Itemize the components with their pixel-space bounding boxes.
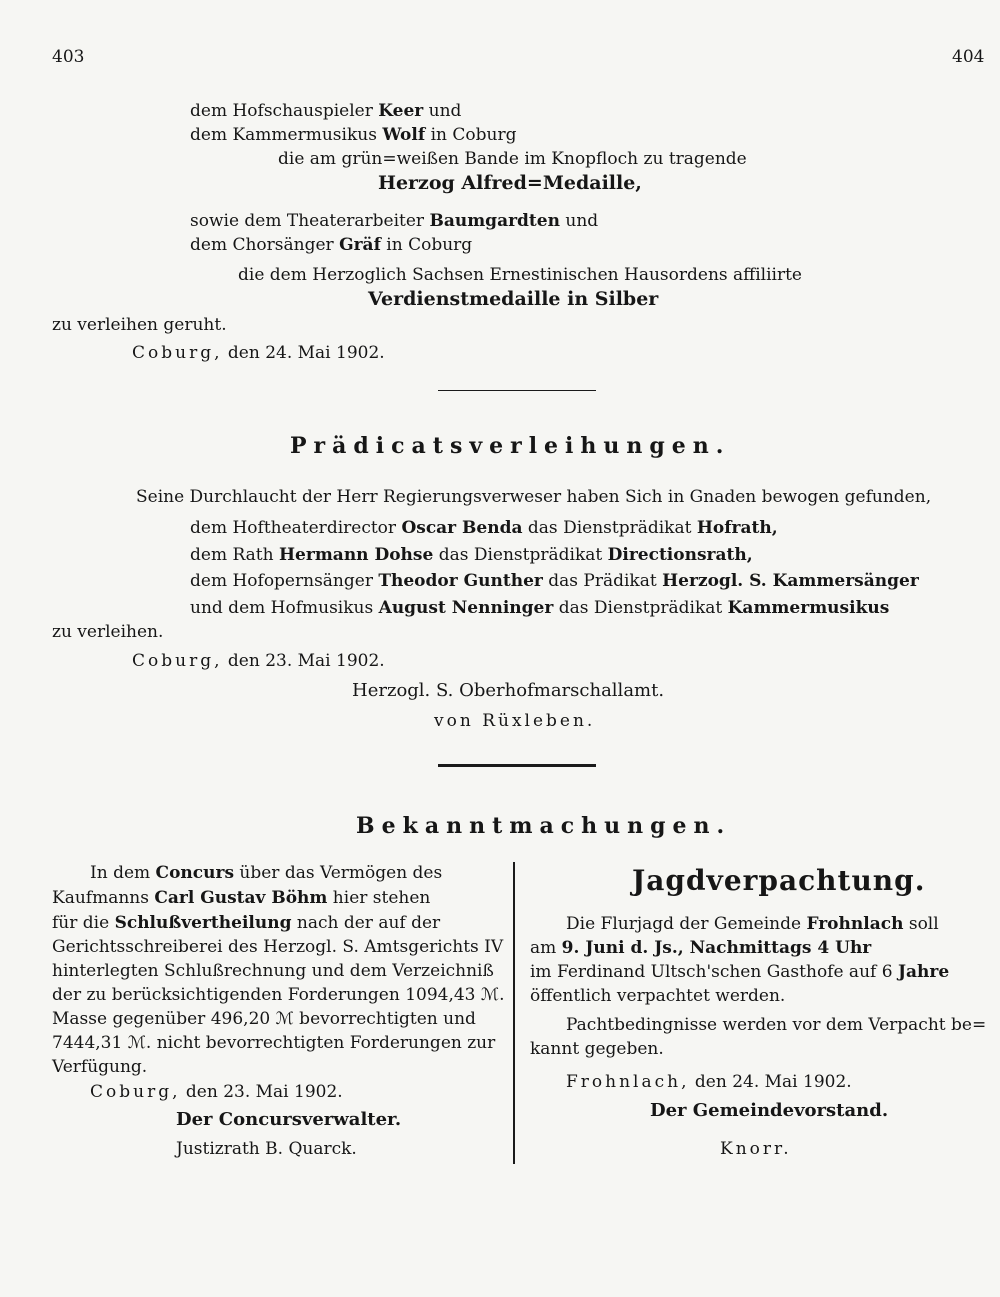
concurs-date: Coburg, den 23. Mai 1902. [90, 1082, 343, 1102]
page-number-right: 404 [952, 47, 985, 67]
jagd-line: öffentlich verpachtet werden. [530, 986, 786, 1006]
concurs-line: für die Schlußvertheilung nach der auf der [52, 913, 441, 933]
divider-thick [438, 764, 596, 767]
praedikat-row: und dem Hofmusikus August Nenninger das Dienstprädikat Kammermusikus [190, 598, 890, 618]
praedikat-row: dem Rath Hermann Dohse das Dienstprädikat Directionsrath, [190, 545, 753, 565]
jagd-line: Die Flurjagd der Gemeinde Frohnlach soll [566, 914, 939, 934]
divider [438, 390, 596, 391]
concurs-signer: Justizrath B. Quarck. [176, 1139, 357, 1159]
jagd-line: Pachtbedingnisse werden vor dem Verpacht be= [566, 1015, 987, 1035]
concurs-line: Gerichtsschreiberei des Herzogl. S. Amtsgerichts IV [52, 937, 504, 957]
praedikate-closing: zu verleihen. [52, 622, 164, 642]
concurs-line: hinterlegten Schlußrechnung und dem Verzeichniß [52, 961, 494, 981]
award-line-3: die am grün=weißen Bande im Knopfloch zu tragende [278, 149, 747, 169]
award-closing: zu verleihen geruht. [52, 315, 227, 335]
award-line-6: dem Chorsänger Gräf in Coburg [190, 235, 473, 255]
praedikate-intro: Seine Durchlaucht der Herr Regierungsverweser haben Sich in Gnaden bewogen gefunden, [136, 487, 932, 507]
jagd-title: Jagdverpachtung. [632, 864, 926, 897]
award-line-2: dem Kammermusikus Wolf in Coburg [190, 125, 517, 145]
concurs-line: In dem Concurs über das Vermögen des [90, 863, 443, 883]
jagd-office: Der Gemeindevorstand. [650, 1100, 889, 1121]
jagd-date: Frohnlach, den 24. Mai 1902. [566, 1072, 852, 1092]
column-divider [513, 862, 515, 1164]
praedikat-row: dem Hoftheaterdirector Oscar Benda das Dienstprädikat Hofrath, [190, 518, 778, 538]
concurs-line: Kaufmanns Carl Gustav Böhm hier stehen [52, 888, 431, 908]
jagd-line: im Ferdinand Ultsch'schen Gasthofe auf 6 Jahre [530, 962, 950, 982]
praedikate-date: Coburg, den 23. Mai 1902. [132, 651, 385, 671]
concurs-office: Der Concursverwalter. [176, 1109, 402, 1130]
medal-name-alfred: Herzog Alfred=Medaille, [378, 172, 642, 194]
concurs-line: Verfügung. [52, 1057, 148, 1077]
section-heading-bekanntmachungen: Bekanntmachungen. [356, 813, 732, 839]
concurs-line: 7444,31 ℳ. nicht bevorrechtigten Forderungen zur [52, 1033, 496, 1053]
award-line-1: dem Hofschauspieler Keer und [190, 101, 462, 121]
praedikate-office: Herzogl. S. Oberhofmarschallamt. [352, 680, 665, 701]
award-date: Coburg, den 24. Mai 1902. [132, 343, 385, 363]
medal-name-silver: Verdienstmedaille in Silber [368, 288, 659, 310]
award-line-7: die dem Herzoglich Sachsen Ernestinischen Hausordens affiliirte [238, 265, 802, 285]
praedikat-row: dem Hofopernsänger Theodor Gunther das Prädikat Herzogl. S. Kammersänger [190, 571, 919, 591]
concurs-line: der zu berücksichtigenden Forderungen 1094,43 ℳ. [52, 985, 505, 1005]
section-heading-praedikate: Prädicatsverleihungen. [290, 433, 731, 459]
award-line-5: sowie dem Theaterarbeiter Baumgardten und [190, 211, 599, 231]
page-number-left: 403 [52, 47, 85, 67]
jagd-signer: Knorr. [720, 1139, 792, 1159]
concurs-line: Masse gegenüber 496,20 ℳ bevorrechtigten und [52, 1009, 476, 1029]
jagd-line: am 9. Juni d. Js., Nachmittags 4 Uhr [530, 938, 872, 958]
jagd-line: kannt gegeben. [530, 1039, 664, 1059]
praedikate-signer: von Rüxleben. [434, 711, 596, 731]
